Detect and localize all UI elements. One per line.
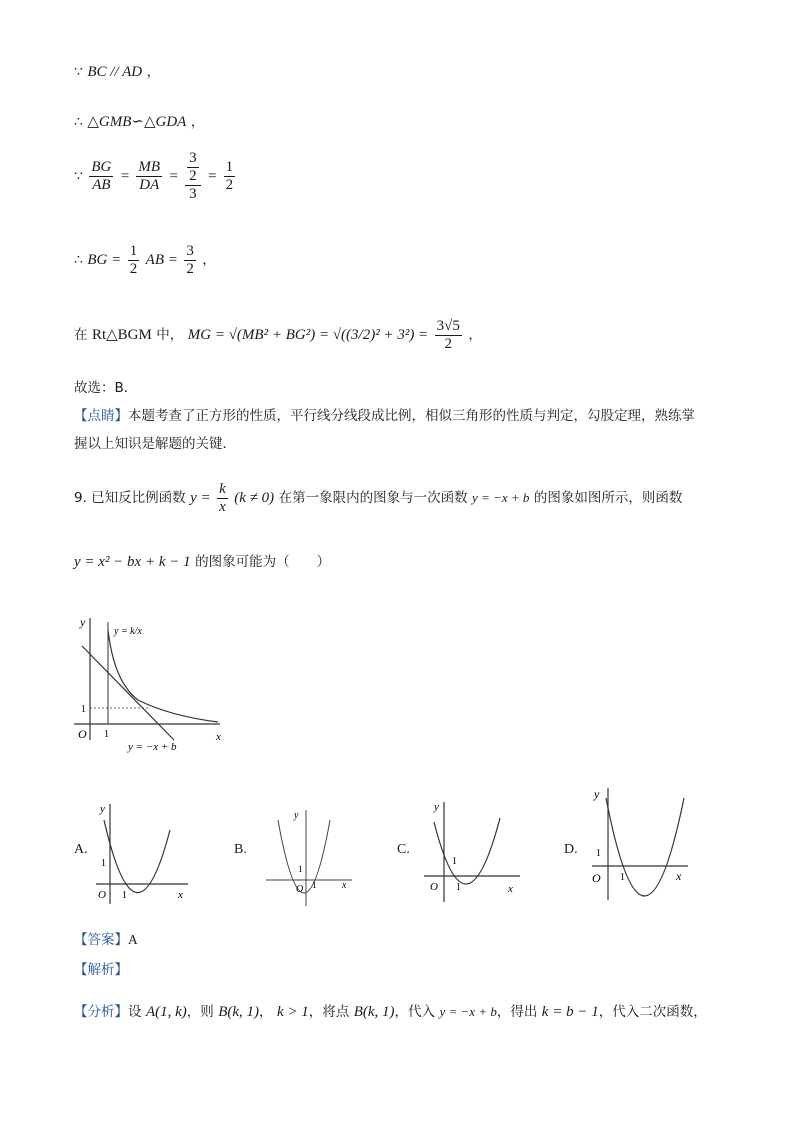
- point-b: B(k, 1): [218, 1004, 260, 1020]
- text: ，则: [186, 1004, 214, 1020]
- y-label: y: [594, 787, 600, 801]
- fraction-k-over-x: [217, 481, 228, 516]
- question-9-line-2: [74, 552, 330, 572]
- therefore-symbol: ∴: [74, 252, 83, 268]
- origin-label: O: [78, 727, 87, 741]
- comma: ，: [468, 327, 482, 343]
- tag-fenxi: 【分析】: [74, 1004, 128, 1020]
- text: ，代入: [394, 1004, 436, 1020]
- option-a-graph[interactable]: [92, 800, 192, 910]
- hyperbola-curve: [108, 630, 218, 722]
- bg-equals: BG =: [87, 252, 122, 268]
- step-bg-length: [74, 240, 216, 280]
- parabola: [104, 820, 170, 893]
- option-a-label[interactable]: A.: [74, 842, 88, 857]
- tick-x-1: 1: [456, 882, 461, 893]
- question-text: 在第一象限内的图象与一次函数: [278, 490, 468, 506]
- comma: ，: [146, 64, 161, 80]
- numerator: k: [219, 480, 226, 497]
- similar-statement: △GMB∽△GDA: [87, 114, 187, 130]
- text-zhong: 中，: [156, 327, 184, 343]
- answer-value: A: [128, 932, 138, 947]
- fraction-bg-ab: [89, 159, 113, 194]
- tick-x-1: 1: [122, 890, 127, 901]
- numerator: BG: [91, 159, 112, 175]
- denominator: 2: [129, 260, 138, 277]
- comment-text: 本题考查了正方形的性质，平行线分线段成比例，相似三角形的性质与判定，勾股定理，熟练掌: [128, 408, 695, 424]
- y-label: y: [100, 803, 105, 815]
- denominator: 2: [225, 177, 234, 193]
- x-label: x: [342, 880, 347, 891]
- comment-line-1: [74, 406, 695, 426]
- denominator: DA: [139, 177, 160, 193]
- k-condition: (k ≠ 0): [234, 490, 275, 506]
- option-c-graph[interactable]: [420, 798, 524, 908]
- fraction-three-halves-over-three: [185, 150, 201, 203]
- question-text: 的图象如图所示，则函数: [533, 490, 683, 506]
- tag-dianjing: 【点睛】: [74, 408, 128, 424]
- y-label: y: [294, 810, 299, 821]
- linear-function: y = −x + b: [472, 490, 530, 505]
- text: 设: [128, 1004, 142, 1020]
- option-d-graph[interactable]: [588, 784, 692, 904]
- comment-line-2: 握以上知识是解题的关键．: [74, 436, 236, 452]
- question-9-intro: 9. 已知反比例函数: [74, 490, 186, 506]
- because-symbol: ∵: [74, 64, 83, 80]
- inner-denominator: 2: [189, 168, 197, 184]
- step-pythagoras: [74, 310, 482, 360]
- k-relation: k = b − 1: [541, 1004, 599, 1020]
- text: ，得出: [496, 1004, 538, 1020]
- linear-function: y = −x + b: [439, 1004, 497, 1019]
- question-9-line-1: [74, 476, 682, 520]
- tick-y-1: 1: [596, 848, 601, 859]
- step-ratio: ∵ $\frac{BG}{AB}$ = $\frac{MB}{DA}$ = $\frac{\frac{3}{2}}{3}$ = $\frac{1}{2}$: [74, 150, 234, 202]
- option-b-graph[interactable]: [262, 806, 358, 910]
- inner-numerator: 3: [189, 150, 197, 166]
- tick-y-1: 1: [81, 704, 86, 715]
- numerator: [185, 150, 201, 186]
- tick-y-1: 1: [298, 864, 303, 874]
- numerator: 3√5: [436, 317, 460, 334]
- text: ，: [259, 1004, 273, 1020]
- quadratic-function: y = x² − bx + k − 1: [74, 554, 191, 570]
- comma: ，: [190, 114, 205, 130]
- text-zai: 在: [74, 327, 88, 343]
- tick-x-1: 1: [620, 872, 625, 883]
- fraction-mb-da: [136, 159, 162, 194]
- line-label: y = −x + b: [128, 741, 177, 753]
- therefore-symbol: ∴: [74, 114, 83, 130]
- question-text: 的图象可能为（ ）: [195, 554, 331, 570]
- denominator: x: [219, 498, 226, 515]
- answer-line: [74, 930, 138, 950]
- x-label: x: [676, 869, 682, 883]
- comma: ，: [202, 252, 216, 268]
- denominator: AB: [92, 177, 111, 193]
- linear-line: [82, 646, 174, 740]
- tick-y-1: 1: [452, 856, 457, 867]
- denominator: 2: [444, 335, 452, 352]
- origin-label: O: [430, 881, 438, 893]
- y-axis-label: y: [80, 615, 86, 629]
- point-a: A(1, k): [145, 1004, 187, 1020]
- x-label: x: [508, 883, 513, 895]
- tag-analysis: 【解析】: [74, 962, 128, 978]
- tick-y-1: 1: [101, 858, 106, 869]
- because-symbol: ∵: [74, 168, 83, 185]
- parabola: [606, 798, 684, 896]
- answer-choice-statement: 故选：B．: [74, 380, 138, 396]
- ab-equals: AB =: [145, 252, 178, 268]
- inverse-func-lhs: y =: [190, 490, 211, 506]
- step-similar: [74, 112, 204, 132]
- x-axis-label: x: [216, 731, 221, 743]
- fraction-one-half: [128, 243, 140, 278]
- k-greater-one: k > 1: [276, 1004, 309, 1020]
- tick-x-1: 1: [312, 880, 317, 890]
- origin-label: O: [98, 889, 106, 901]
- tick-x-1: 1: [104, 729, 109, 740]
- fraction-three-halves: [184, 243, 196, 278]
- step-parallel: [74, 62, 160, 82]
- denominator: 3: [189, 186, 197, 202]
- x-label: x: [178, 889, 183, 901]
- analysis-line: [74, 994, 707, 1030]
- curve-label: y = k/x: [114, 626, 142, 637]
- numerator: 1: [129, 242, 138, 259]
- numerator: 3: [186, 242, 194, 259]
- mg-expression: MG = √(MB² + BG²) = √((3/2)² + 3²) =: [187, 327, 429, 343]
- option-c-label[interactable]: C.: [397, 842, 410, 857]
- text: ，将点: [308, 1004, 350, 1020]
- numerator: 1: [225, 159, 234, 175]
- fraction-one-half: [224, 159, 236, 194]
- option-b-label[interactable]: B.: [234, 842, 247, 857]
- point-b: B(k, 1): [353, 1004, 395, 1020]
- fraction-result: [435, 318, 462, 353]
- origin-label: O: [296, 884, 304, 895]
- y-label: y: [434, 801, 439, 813]
- denominator: 2: [186, 260, 194, 277]
- numerator: MB: [138, 159, 161, 175]
- origin-label: O: [592, 871, 601, 885]
- question-figure: [70, 612, 230, 760]
- option-d-label[interactable]: D.: [564, 842, 578, 857]
- parallel-statement: BC // AD: [87, 64, 143, 80]
- tag-answer: 【答案】: [74, 932, 128, 948]
- right-triangle-bgm: Rt△BGM: [91, 327, 152, 343]
- parabola: [278, 820, 330, 893]
- text: ，代入二次函数，: [598, 1004, 707, 1020]
